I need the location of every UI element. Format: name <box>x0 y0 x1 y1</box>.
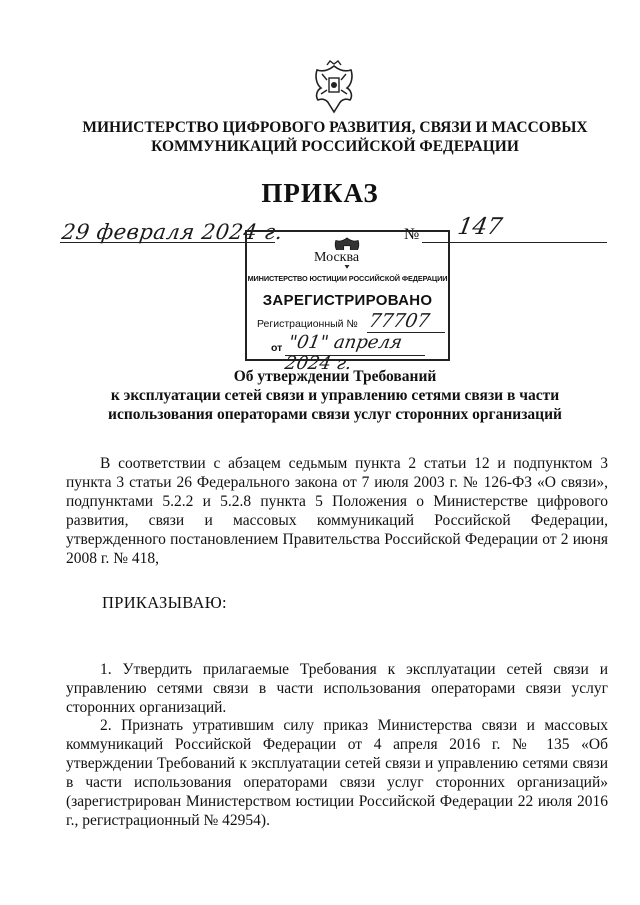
stamp-reg-number: 77707 <box>367 310 432 332</box>
order-item-2 <box>66 716 608 830</box>
order-item-2-text: 2. Признать утратившим силу приказ Министерства связи и массовых коммуникаций Российской Федерации от 4 апреля 2016 г. № 135 «Об утверждении Требований к эксплуатации сетей связи и управлению сетями связи в части использования операторами связи услуг сторонних организаций» (зарегистрирован Министерством юстиции Российской Федерации 22 июля 2016 г., регистрационный № 42954). <box>66 717 608 829</box>
stamp-ministry: МИНИСТЕРСТВО ЮСТИЦИИ РОССИЙСКОЙ ФЕДЕРАЦИИ <box>247 274 448 283</box>
order-item-1 <box>66 660 608 717</box>
ministry-title-line1: МИНИСТЕРСТВО ЦИФРОВОГО РАЗВИТИЯ, СВЯЗИ И МАССОВЫХ <box>82 119 588 136</box>
stamp-reg-label: Регистрационный № <box>257 318 358 330</box>
stamp-date-value: "01" апреля 2024 г. <box>283 332 404 374</box>
stamp-registered: ЗАРЕГИСТРИРОВАНО <box>262 292 433 309</box>
stamp-date-label: от <box>271 342 283 354</box>
coat-of-arms-icon <box>309 60 359 115</box>
order-item-1-text: 1. Утвердить прилагаемые Требования к эксплуатации сетей связи и управлению сетями связи в части использования операторами связи услуг сторонних организаций. <box>66 661 608 716</box>
handwritten-date: 29 февраля 2024 г. <box>60 220 285 244</box>
subject-line1: Об утверждении Требований <box>233 368 437 385</box>
city-label <box>312 250 361 266</box>
date-underline <box>60 242 275 243</box>
stamp-date-underline <box>285 355 425 356</box>
ministry-title <box>40 118 630 156</box>
number-label: № <box>404 226 420 243</box>
city-name: Москва <box>314 250 360 265</box>
preamble-paragraph <box>66 454 608 568</box>
order-subject <box>40 367 630 424</box>
subject-line3: использования операторами связи услуг сторонних организаций <box>108 406 562 423</box>
subject-line2: к эксплуатации сетей связи и управлению сетями связи в части <box>110 387 560 404</box>
preamble-text: В соответствии с абзацем седьмым пункта 2 статьи 12 и подпунктом 3 пункта 3 статьи 26 Федерального закона от 7 июля 2003 г. № 126-ФЗ «О связи», подпунктами 5.2.2 и 5.2.8 пункта 5 Положения о Министерстве цифрового развития, связи и массовых коммуникаций Российской Федерации, утвержденного постановлением Правительства Российской Федерации от 2 июня 2008 г. № 418, <box>66 455 608 567</box>
document-type: ПРИКАЗ <box>261 178 379 208</box>
ministry-title-line2: КОММУНИКАЦИЙ РОССИЙСКОЙ ФЕДЕРАЦИИ <box>151 138 519 155</box>
order-word: ПРИКАЗЫВАЮ: <box>102 593 227 612</box>
handwritten-number: 147 <box>455 214 505 240</box>
